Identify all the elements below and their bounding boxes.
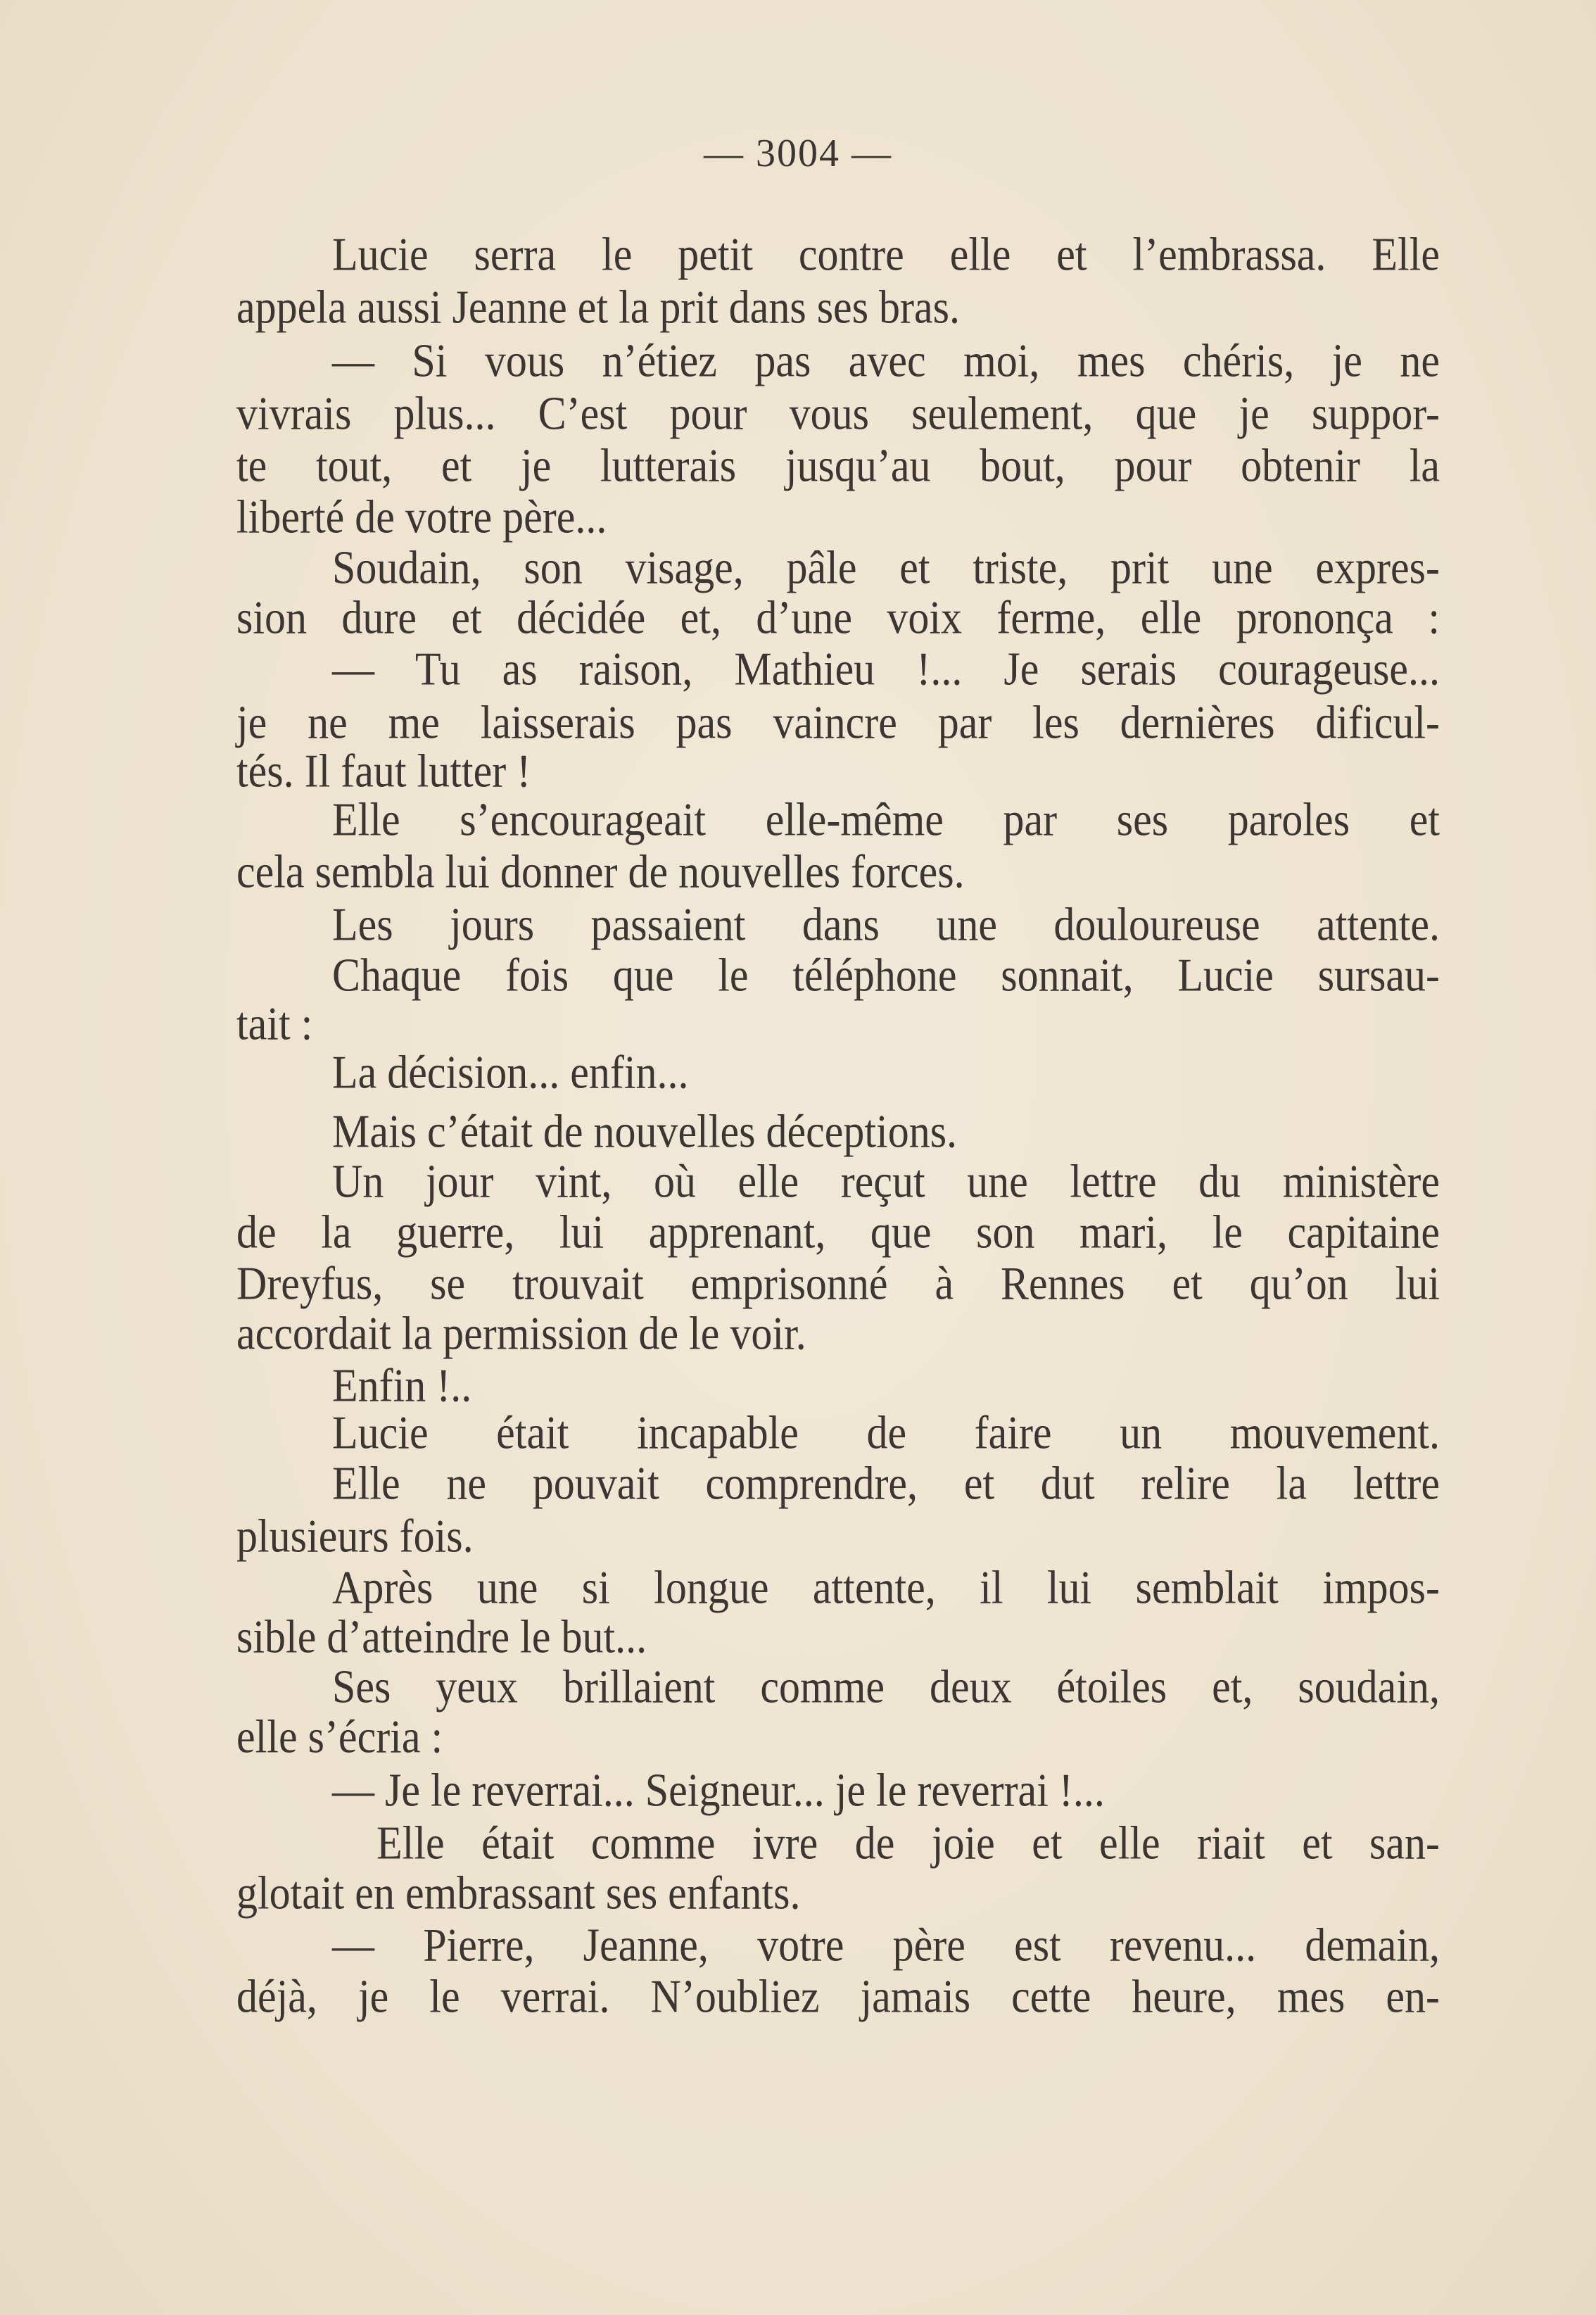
text-line: — Tu as raison, Mathieu !... Je serais courageuse... bbox=[332, 643, 1440, 695]
text-line: Soudain, son visage, pâle et triste, prit une expres- bbox=[332, 541, 1440, 593]
text-line: sion dure et décidée et, d’une voix ferme, elle prononça : bbox=[236, 591, 1440, 643]
text-line: Un jour vint, où elle reçut une lettre du ministère bbox=[332, 1155, 1440, 1207]
text-line: Après une si longue attente, il lui semblait impos- bbox=[332, 1561, 1440, 1613]
text-line: Ses yeux brillaient comme deux étoiles et, soudain, bbox=[332, 1660, 1440, 1712]
text-line: elle s’écria : bbox=[236, 1710, 443, 1762]
text-line: — Pierre, Jeanne, votre père est revenu... demain, bbox=[332, 1919, 1440, 1971]
text-line: vivrais plus... C’est pour vous seulement, que je suppor- bbox=[236, 387, 1440, 439]
text-line: liberté de votre père... bbox=[236, 491, 607, 543]
text-line: Les jours passaient dans une douloureuse attente. bbox=[332, 898, 1440, 950]
text-line: glotait en embrassant ses enfants. bbox=[236, 1867, 801, 1919]
text-line: de la guerre, lui apprenant, que son mari, le capitaine bbox=[236, 1206, 1440, 1258]
page-number: — 3004 — bbox=[704, 132, 892, 175]
text-line: accordait la permission de le voir. bbox=[236, 1307, 806, 1359]
text-line: Dreyfus, se trouvait emprisonné à Rennes et qu’on lui bbox=[236, 1257, 1440, 1309]
text-line: cela sembla lui donner de nouvelles forces. bbox=[236, 845, 965, 897]
text-line: Enfin !.. bbox=[332, 1359, 472, 1411]
text-line: — Je le reverrai... Seigneur... je le reverrai !... bbox=[332, 1764, 1105, 1816]
text-line: sible d’atteindre le but... bbox=[236, 1610, 647, 1663]
text-line: Elle s’encourageait elle-même par ses paroles et bbox=[332, 793, 1440, 845]
text-line: Elle était comme ivre de joie et elle riait et san- bbox=[376, 1817, 1440, 1869]
text-line: tés. Il faut lutter ! bbox=[236, 745, 531, 797]
text-line: te tout, et je lutterais jusqu’au bout, pour obtenir la bbox=[236, 439, 1440, 491]
text-line: Lucie serra le petit contre elle et l’embrassa. Elle bbox=[332, 228, 1440, 280]
text-line: je ne me laisserais pas vaincre par les dernières dificul- bbox=[236, 696, 1440, 748]
text-line: tait : bbox=[236, 997, 313, 1049]
text-line: déjà, je le verrai. N’oubliez jamais cette heure, mes en- bbox=[236, 1970, 1440, 2022]
text-line: appela aussi Jeanne et la prit dans ses bras. bbox=[236, 281, 960, 333]
text-line: — Si vous n’étiez pas avec moi, mes chéris, je ne bbox=[332, 334, 1440, 386]
text-line: La décision... enfin... bbox=[332, 1046, 689, 1098]
text-line: Elle ne pouvait comprendre, et dut relire la lettre bbox=[332, 1457, 1440, 1509]
text-line: Lucie était incapable de faire un mouvement. bbox=[332, 1406, 1440, 1458]
text-line: plusieurs fois. bbox=[236, 1510, 474, 1562]
text-line: Mais c’était de nouvelles déceptions. bbox=[332, 1105, 958, 1157]
text-line: Chaque fois que le téléphone sonnait, Lucie sursau- bbox=[332, 949, 1440, 1001]
